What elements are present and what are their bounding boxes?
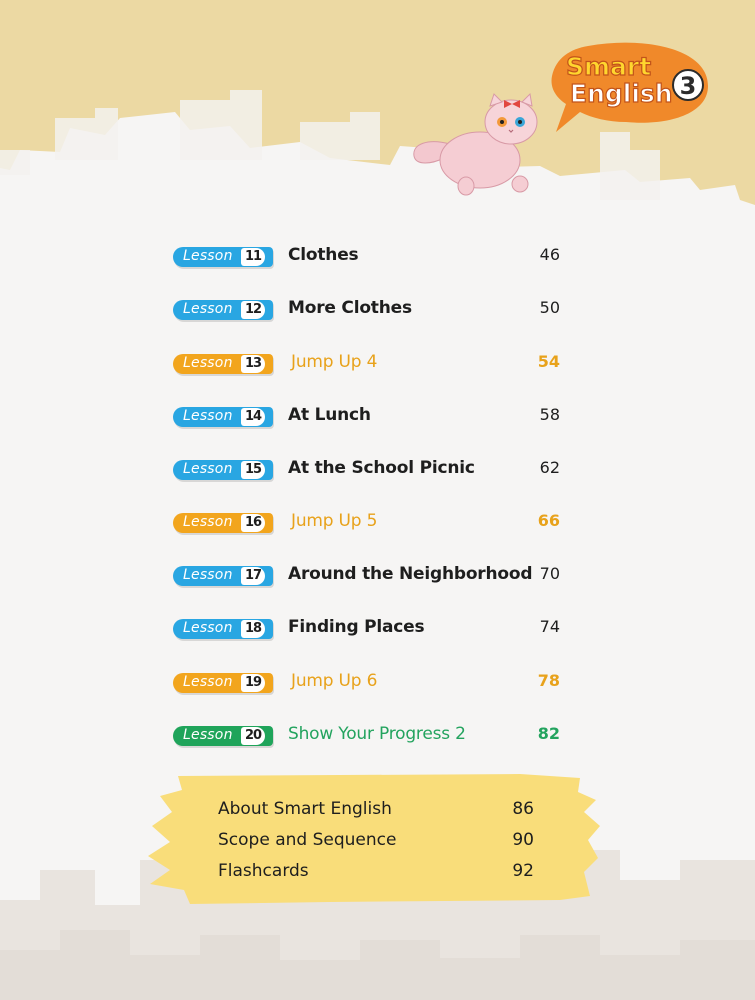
lesson-page: 70 bbox=[539, 564, 560, 583]
appendix-page: 92 bbox=[512, 861, 534, 881]
lesson-badge-label: Lesson bbox=[183, 620, 233, 636]
lesson-badge-label: Lesson bbox=[183, 461, 233, 477]
appendix-row[interactable] bbox=[0, 861, 755, 887]
lesson-number: 13 bbox=[241, 355, 265, 373]
lesson-title: Around the Neighborhood bbox=[288, 564, 533, 584]
lesson-badge-label: Lesson bbox=[183, 727, 233, 743]
lesson-title: Show Your Progress 2 bbox=[288, 724, 466, 744]
appendix-title: Flashcards bbox=[218, 861, 309, 881]
appendix-page: 90 bbox=[512, 830, 534, 850]
lesson-page: 66 bbox=[537, 511, 560, 530]
appendix-page: 86 bbox=[512, 799, 534, 819]
logo-level: 3 bbox=[679, 72, 697, 100]
logo-line2: English bbox=[570, 79, 673, 108]
lesson-badge-label: Lesson bbox=[183, 514, 233, 530]
lesson-badge-label: Lesson bbox=[183, 248, 233, 264]
lesson-title: Jump Up 6 bbox=[291, 671, 378, 691]
appendix-title: About Smart English bbox=[218, 799, 392, 819]
lesson-title: At Lunch bbox=[288, 405, 371, 425]
lesson-page: 74 bbox=[539, 617, 560, 636]
lesson-page: 46 bbox=[539, 245, 560, 264]
lesson-number: 11 bbox=[241, 248, 265, 266]
appendix-row[interactable] bbox=[0, 799, 755, 825]
lesson-number: 19 bbox=[241, 674, 265, 692]
lesson-badge-label: Lesson bbox=[183, 355, 233, 371]
lesson-badge-label: Lesson bbox=[183, 674, 233, 690]
lesson-badge-label: Lesson bbox=[183, 408, 233, 424]
appendix-title: Scope and Sequence bbox=[218, 830, 397, 850]
lesson-number: 17 bbox=[241, 567, 265, 585]
lesson-number: 16 bbox=[241, 514, 265, 532]
lesson-title: Jump Up 4 bbox=[291, 352, 378, 372]
lesson-page: 62 bbox=[539, 458, 560, 477]
lesson-number: 14 bbox=[241, 408, 265, 426]
lesson-number: 15 bbox=[241, 461, 265, 479]
lesson-page: 58 bbox=[539, 405, 560, 424]
lesson-title: More Clothes bbox=[288, 298, 412, 318]
lesson-page: 78 bbox=[537, 671, 560, 690]
lesson-page: 50 bbox=[539, 298, 560, 317]
lesson-title: At the School Picnic bbox=[288, 458, 475, 478]
lesson-number: 18 bbox=[241, 620, 265, 638]
logo-line1: Smart bbox=[566, 52, 652, 81]
lesson-page: 54 bbox=[537, 352, 560, 371]
lesson-badge-label: Lesson bbox=[183, 301, 233, 317]
lesson-number: 12 bbox=[241, 301, 265, 319]
lesson-title: Jump Up 5 bbox=[291, 511, 378, 531]
lesson-number: 20 bbox=[241, 727, 265, 745]
appendix-row[interactable] bbox=[0, 830, 755, 856]
lesson-badge-label: Lesson bbox=[183, 567, 233, 583]
lesson-page: 82 bbox=[537, 724, 560, 743]
lesson-title: Clothes bbox=[288, 245, 359, 265]
lesson-title: Finding Places bbox=[288, 617, 425, 637]
